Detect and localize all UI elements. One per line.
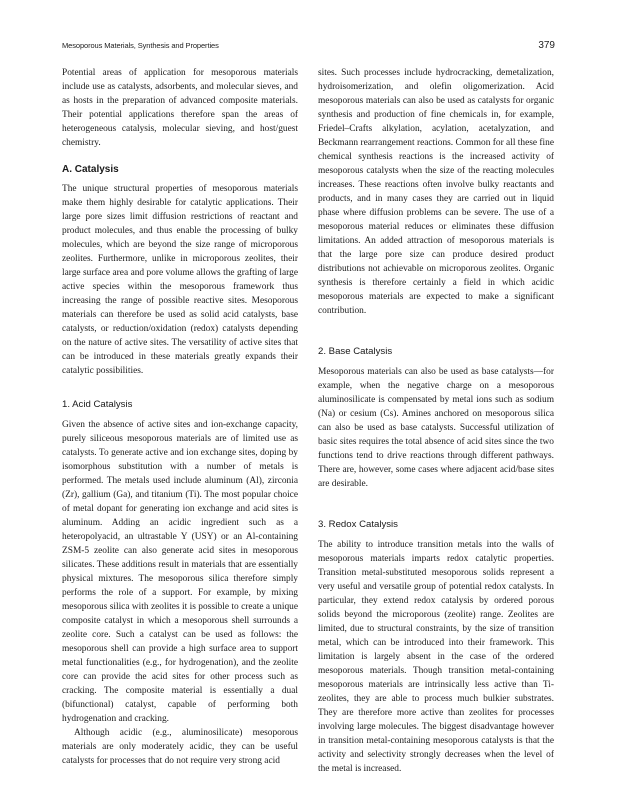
intro-paragraph: Potential areas of application for mesoporous materials include use as catalysts, adsorbents, and molecular sieves, and as hosts in the preparation of advanced composite materials. Their potential applications therefore span the areas of heterogeneous catalysis, molecular sieving, and host/guest chemistry. [62,68,298,148]
base-catalysis-heading: 2. Base Catalysis [318,346,393,357]
acid-catalysis-paragraph-1: Given the absence of active sites and ion-exchange capacity, purely siliceous mesoporous materials are of limited use as catalysts. To generate active and ion exchange sites, doping by isomorphous substitution with a number of metals is performed. The metals used include aluminum (Al), zirconia (Zr), gallium (Ga), and titanium (Ti). The most popular choice of metal dopant for generating ion exchange and acid sites is aluminum. Adding an acidic ingredient such as a heteropolyacid, an ultrastable Y (USY) or an Al-containing ZSM-5 zeolite can also generate acid sites in mesoporous silicates. These additions result in materials that are essentially physical mixtures. The mesoporous silica therefore simply performs the role of a support. For example, by mixing mesoporous silica with zeolites it is possible to create a unique composite catalyst in which a mesoporous shell surrounds a zeolite core. Such a catalyst can be used as follows: the mesoporous shell can provide a high surface area to support metal functionalities (e.g., for hydrogenation), and the zeolite core can provide the acid sites for other process such as cracking. The composite material is essentially a dual (bifunctional) catalyst, capable of performing both hydrogenation and cracking. [62,420,298,724]
acid-catalysis-paragraph-2: Although acidic (e.g., aluminosilicate) mesoporous materials are only moderately acidic, they can be useful catalysts for processes that do not require very strong acid [62,728,298,766]
section-a-heading: A. Catalysis [62,164,119,175]
base-catalysis-paragraph: Mesoporous materials can also be used as base catalysts—for example, when the negative charge on a mesoporous aluminosilicate is compensated by metal ions such as sodium (Na) or cesium (Cs). Amines anchored on mesoporous silica can also be used as base catalysts. Successful utilization of basic sites requires the total absence of acid sites since the two functions tend to drive reactions through different pathways. There are, however, some cases where adjacent acid/base sites are desirable. [318,367,554,489]
acid-catalysis-continuation: sites. Such processes include hydrocracking, demetalization, hydroisomerization, and olefin oligomerization. Acid mesoporous materials can also be used as catalysts for organic synthesis and production of fine chemicals in, for example, Friedel–Crafts alkylation, acylation, acetalyzation, and Beckmann rearrangement reactions. Common for all these fine chemical synthesis reactions is the increased activity of mesoporous catalysts when the size of the reacting molecules increases. These reactions often involve bulky reactants and products, and in many cases they are carried out in liquid phase where diffusion problems can be severe. The use of a mesoporous material reduces or eliminates these diffusion limitations. An added attraction of mesoporous materials is that the large pore size can produce desired product distributions not achievable on microporous zeolites. Organic synthesis is therefore certainly a field in which acidic mesoporous materials are expected to make a significant contribution. [318,68,554,316]
right-column [318,66,554,776]
acid-catalysis-heading: 1. Acid Catalysis [62,399,133,410]
page-number: 379 [538,40,555,51]
left-column [62,66,298,768]
running-title: Mesoporous Materials, Synthesis and Properties [62,41,219,50]
redox-catalysis-paragraph: The ability to introduce transition metals into the walls of mesoporous materials imparts redox catalytic properties. Transition metal-substituted mesoporous solids represent a very useful and versatile group of potential redox catalysts. In particular, they extend redox catalysis by ordered porous solids beyond the microporous (zeolite) range. Zeolites are limited, due to structural constraints, by the size of transition metal, which can be introduced into their framework. This limitation is largely absent in the case of the ordered mesoporous materials. Though transition metal-containing mesoporous materials are intrinsically less active than Ti-zeolites, they are able to process much bulkier substrates. They are therefore more active than zeolites for processes involving large molecules. The biggest disadvantage however in transition metal-containing mesoporous catalysts is that the activity and selectivity strongly decreases when the level of the metal is increased. [318,540,554,774]
catalysis-paragraph: The unique structural properties of mesoporous materials make them highly desirable for catalytic applications. Their large pore sizes limit diffusion restrictions of reactant and product molecules, and thus enable the processing of bulky molecules, which are beyond the size range of microporous zeolites. Furthermore, unlike in microporous zeolites, their large surface area and pore volume allows the grafting of large active species within the mesoporous framework thus increasing the range of possible reactive sites. Mesoporous materials can therefore be used as solid acid catalysts, base catalysts, or reduction/oxidation (redox) catalysts depending on the nature of active sites. The versatility of active sites that can be introduced in these materials greatly expands their catalytic possibilities. [62,184,298,376]
redox-catalysis-heading: 3. Redox Catalysis [318,519,398,530]
